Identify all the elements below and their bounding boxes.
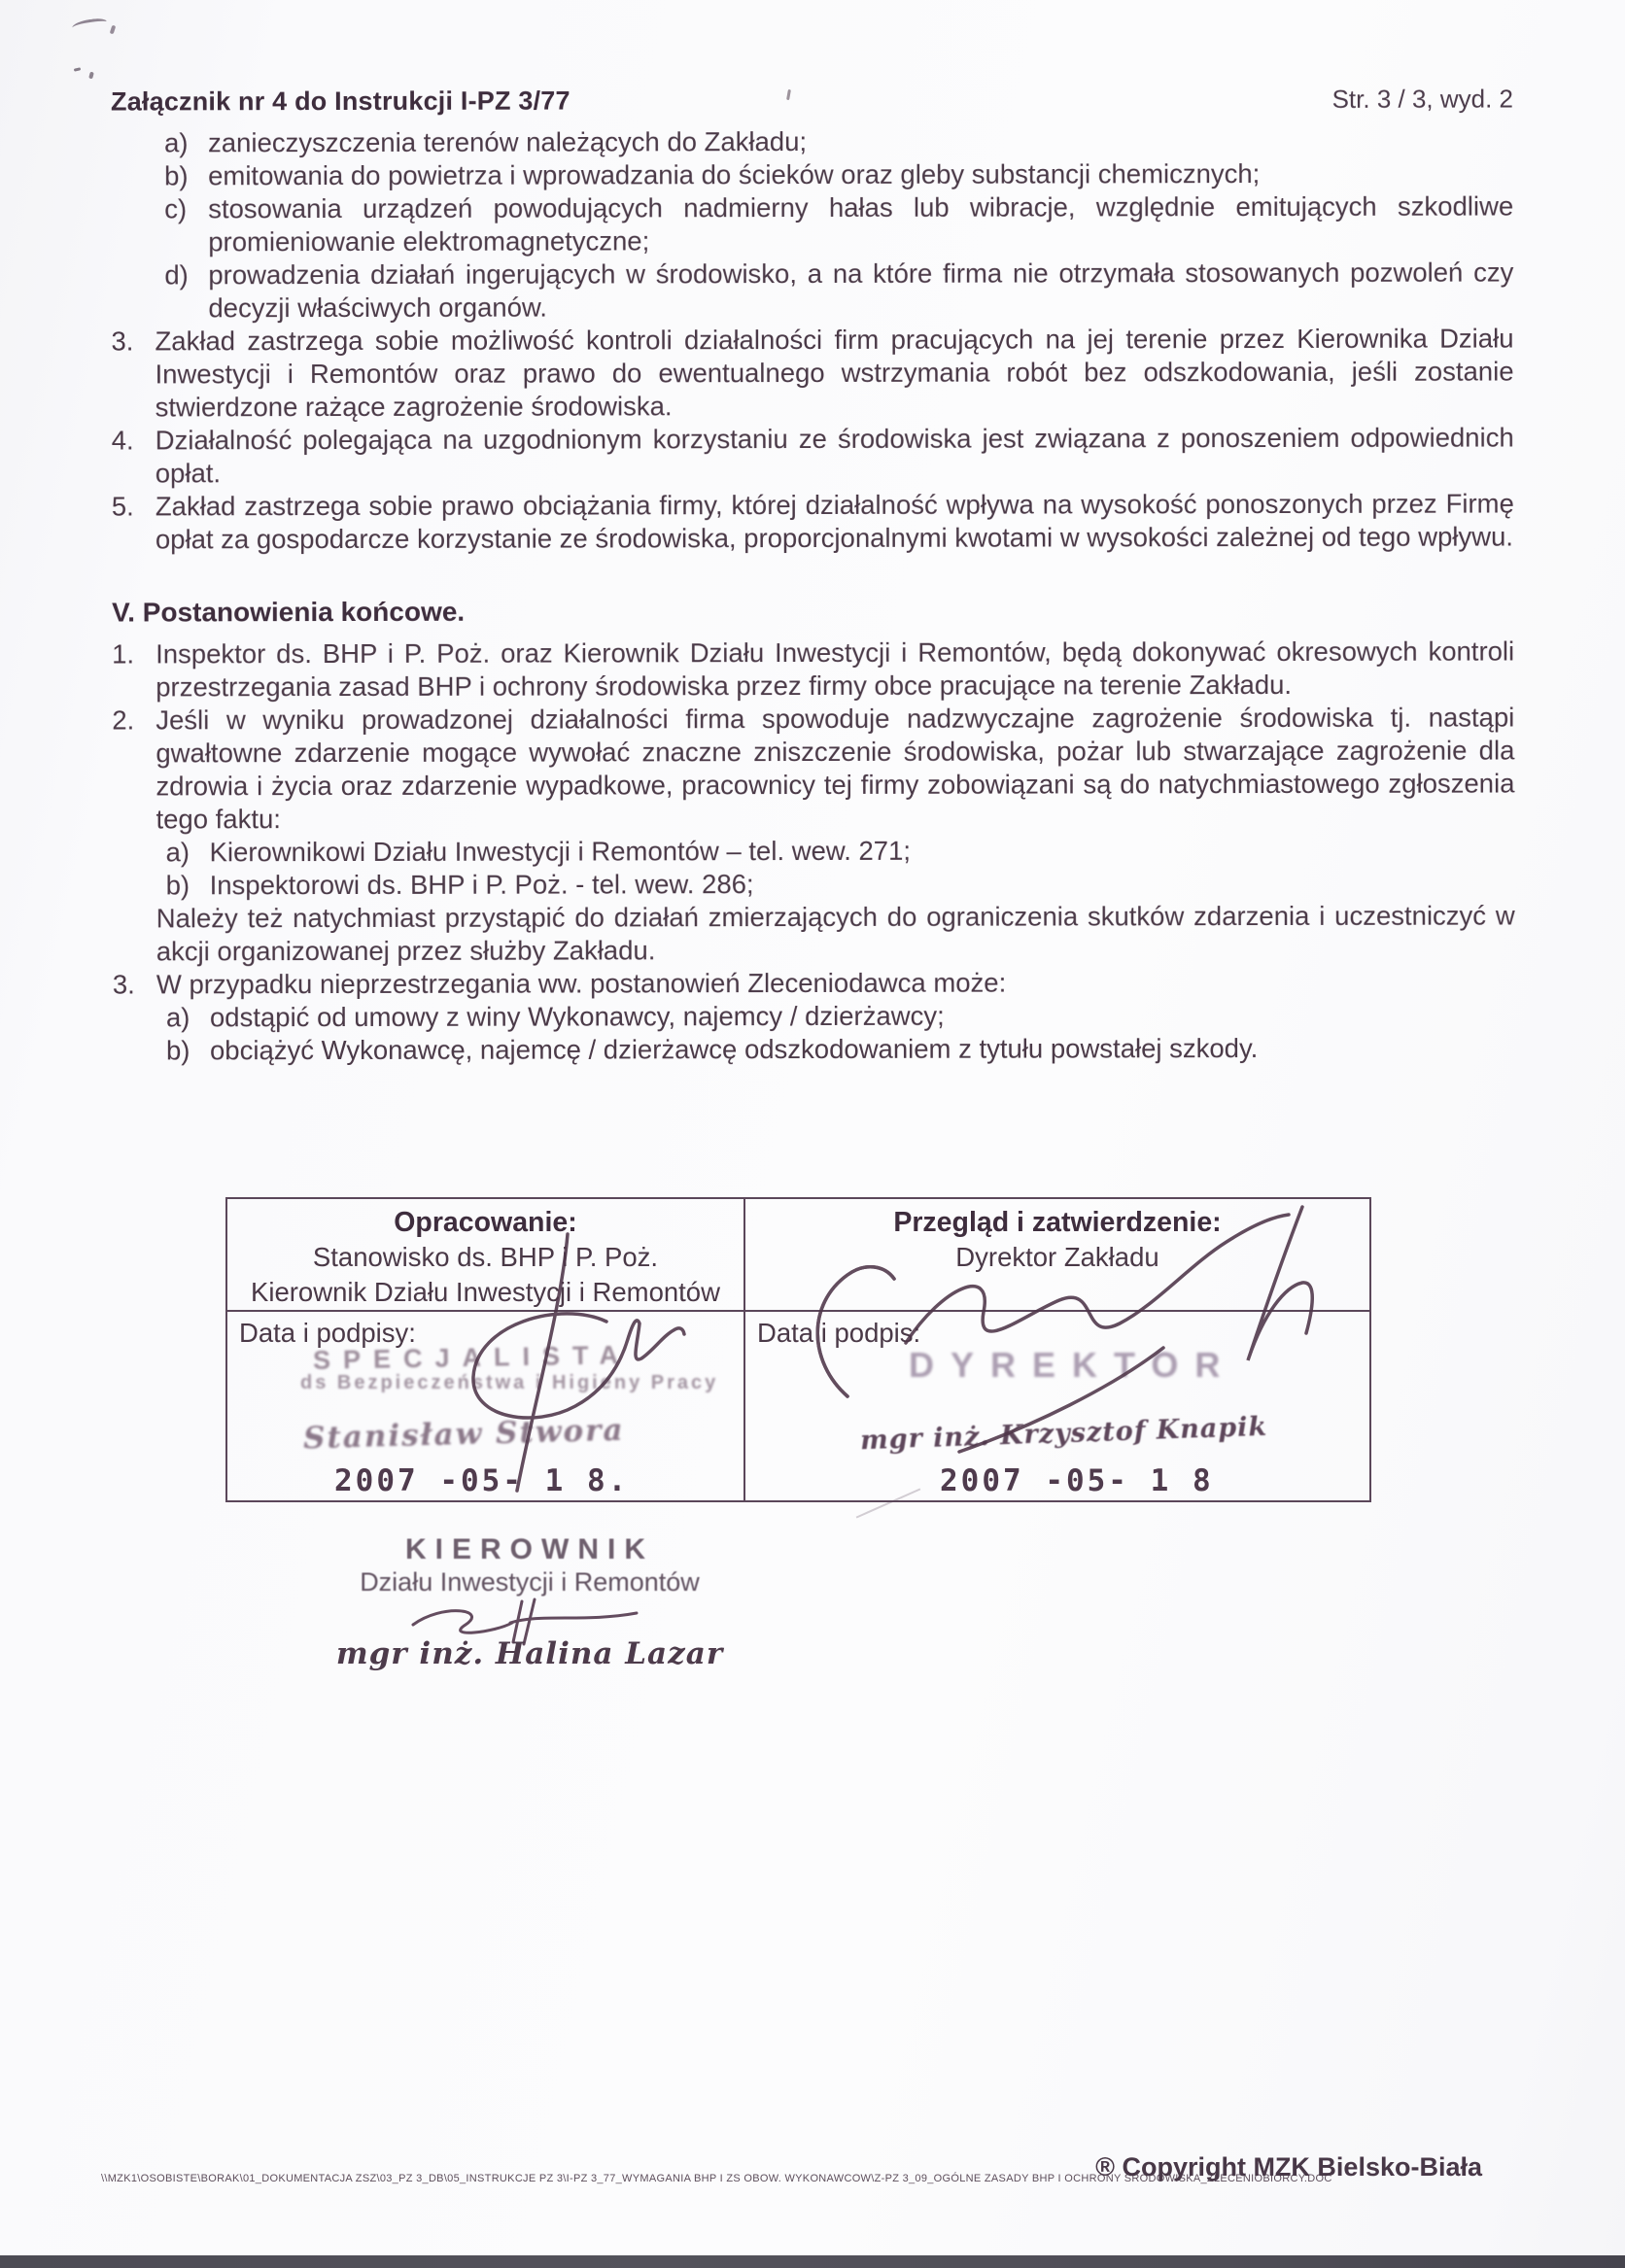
list-item — [111, 322, 1513, 424]
list-text: Jeśli w wyniku prowadzonej działalności firma spowoduje nadzwyczajne zagrożenie środowiska tj. nastąpi gwałtowne zdarzenie mogące wywołać znaczne zniszczenie środowiska, pożar lub stwarzające zagrożenie dla zdrowia i życia oraz zdarzenie wypadkowe, pracownicy tej firmy zobowiązani są do natychmiastowego zgłoszenia tego faktu: — [156, 702, 1515, 835]
list-text: Działalność polegająca na uzgodnionym korzystaniu ze środowiska jest związana z ponoszeniem odpowiednich opłat. — [155, 422, 1514, 489]
list-marker: d) — [164, 259, 189, 291]
list-marker: b) — [165, 1035, 190, 1066]
date-signature-label: Data i podpisy: — [239, 1318, 416, 1348]
list-text: Zakład zastrzega sobie możliwość kontroli działalności firm pracujących na jej terenie przez Kierownika Działu Inwestycji i Remontów oraz prawo do ewentualnego wstrzymania robót bez odszkodowania, jeśli zostanie stwierdzone rażące zagrożenie środowiska. — [155, 323, 1514, 423]
list-marker: 4. — [111, 425, 134, 456]
list-text: W przypadku nieprzestrzegania ww. postanowień Zleceniodawca może: — [156, 967, 1007, 1000]
date-signature-label: Data i podpis: — [757, 1318, 921, 1348]
list-text: Inspektor ds. BHP i P. Poż. oraz Kierownik Działu Inwestycji i Remontów, będą dokonywać okresowych kontroli przestrzegania zasad BHP i ochrony środowiska przez firmy obce pracujące na terenie Zakładu. — [156, 636, 1515, 703]
list-marker: c) — [164, 193, 188, 224]
document-header — [111, 84, 1513, 117]
director-name-stamp: mgr inż. Krzysztof Knapik — [859, 1411, 1268, 1457]
prepared-by-title: Opracowanie: — [394, 1207, 577, 1238]
approved-by-cell — [744, 1198, 1370, 1311]
director-stamp: DYREKTOR — [909, 1345, 1237, 1385]
approval-table — [225, 1197, 1369, 1497]
list-marker: 5. — [111, 491, 134, 522]
list-item — [111, 256, 1513, 325]
scanner-edge-shadow — [0, 2255, 1625, 2268]
attachment-title: Załącznik nr 4 do Instrukcji I-PZ 3/77 — [110, 86, 570, 117]
list-item — [113, 1031, 1515, 1067]
list-item — [113, 833, 1515, 869]
list-text: emitowania do powietrza i wprowadzania do ścieków oraz gleby substancji chemicznych; — [208, 158, 1261, 191]
document-file-path: \\MZK1\OSOBISTE\BORAK\01_DOKUMENTACJA ZSZ\03_PZ 3_DB\05_INSTRUKCJE PZ 3\I-PZ 3_77_WYMAGANIA BHP I ZS OBOW. WYKONAWCOW\Z-PZ 3_09_OGÓLNE ZASADY BHP I OCHRONY ŚRODOWISKA_ZLECENIOBIORCY.DOC — [101, 2173, 1332, 2184]
copyright-notice: ® Copyright MZK Bielsko-Biała — [1095, 2152, 1482, 2182]
prepared-by-role-2: Kierownik Działu Inwestycji i Remontów — [251, 1277, 720, 1307]
date-stamp: 2007 -05- 1 8 — [940, 1463, 1214, 1498]
specialist-stamp-line2: ds Bezpieczeństwa i Higieny Pracy — [300, 1372, 719, 1393]
kierownik-name: mgr inż. Halina Lazar — [335, 1636, 724, 1671]
list-marker: a) — [165, 1002, 190, 1033]
list-text: zanieczyszczenia terenów należących do Zakładu; — [208, 126, 808, 158]
list-item — [113, 965, 1515, 1001]
director-signature-cell — [744, 1311, 1370, 1501]
list-item — [112, 635, 1514, 704]
list-marker: 3. — [111, 326, 134, 357]
list-item — [111, 189, 1513, 258]
prepared-by-role-1: Stanowisko ds. BHP i P. Poż. — [312, 1242, 659, 1272]
list-item — [112, 421, 1514, 490]
pen-dot-mark — [88, 72, 94, 80]
kierownik-stamp-title: KIEROWNIK — [405, 1533, 654, 1565]
list-marker: 3. — [112, 969, 135, 1000]
pen-dot-mark — [110, 25, 117, 35]
list-text: obciążyć Wykonawcę, najemcę / dzierżawcę odszkodowaniem z tytułu powstałej szkody. — [209, 1033, 1259, 1066]
list-text: Zakład zastrzega sobie prawo obciążania firmy, której działalność wpływa na wysokość ponoszonych przez Firmę opłat za gospodarcze korzystanie ze środowiska, proporcjonalnymi kwotami w wysokości zależnej od tego wpływu. — [155, 488, 1514, 555]
list-item — [112, 701, 1514, 836]
list-item — [111, 123, 1513, 159]
specialist-name-stamp: Stanisław Stwora — [302, 1412, 625, 1457]
list-text: odstąpić od umowy z winy Wykonawcy, najemcy / dzierżawcy; — [209, 1000, 945, 1033]
pen-dot-mark — [74, 67, 81, 71]
list-marker: a) — [165, 837, 190, 868]
specialist-stamp-line1: SPECJALISTA — [312, 1340, 632, 1375]
document-body — [111, 84, 1515, 1067]
prepared-signature-cell — [226, 1311, 744, 1501]
list-item — [111, 156, 1513, 192]
list-text: Inspektorowi ds. BHP i P. Poż. - tel. wew. 286; — [209, 869, 754, 901]
kierownik-stamp-subtitle: Działu Inwestycji i Remontów — [360, 1567, 700, 1597]
section-heading: V. Postanowienia końcowe. — [112, 596, 466, 628]
paragraph: Należy też natychmiast przystąpić do działań zmierzających do ograniczenia skutków zdarzenia i uczestniczyć w akcji organizowanej przez służby Zakładu. — [156, 900, 1515, 967]
list-marker: a) — [164, 127, 189, 158]
pen-scribble-mark — [71, 17, 107, 32]
prepared-by-cell — [226, 1198, 744, 1311]
list-text: prowadzenia działań ingerujących w środowisko, a na które firma nie otrzymała stosowanych pozwoleń czy decyzji właściwych organów. — [208, 257, 1514, 324]
list-text: stosowania urządzeń powodujących nadmierny hałas lub wibracje, względnie emitujących szkodliwe promieniowanie elektromagnetyczne; — [208, 190, 1514, 258]
list-marker: b) — [165, 870, 190, 901]
date-stamp: 2007 -05- 1 8. — [334, 1463, 630, 1498]
approved-by-title: Przegląd i zatwierdzenie: — [893, 1207, 1222, 1238]
list-text: Kierownikowi Działu Inwestycji i Remontów – tel. wew. 271; — [209, 835, 912, 868]
list-item — [112, 487, 1514, 556]
list-marker: b) — [164, 160, 189, 191]
approved-by-role: Dyrektor Zakładu — [955, 1242, 1159, 1272]
list-item — [113, 866, 1515, 902]
kierownik-stamp-block — [321, 1533, 739, 1671]
list-marker: 1. — [112, 638, 135, 670]
list-marker: 2. — [112, 704, 135, 736]
list-item — [113, 998, 1515, 1034]
page-number-info: Str. 3 / 3, wyd. 2 — [1331, 84, 1514, 114]
